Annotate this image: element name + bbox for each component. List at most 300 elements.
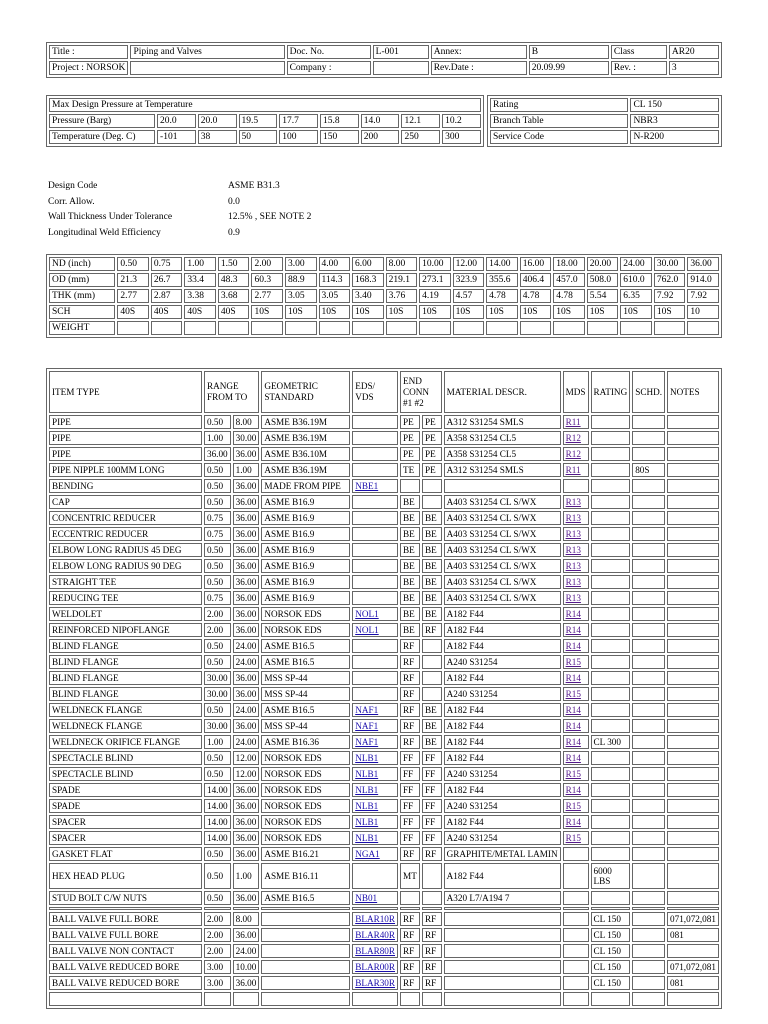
item-cell: 30.00 — [233, 431, 260, 445]
dimension-cell: 3.76 — [386, 289, 418, 303]
item-cell — [667, 735, 719, 749]
header-cell — [130, 61, 284, 75]
item-cell: A312 S31254 SMLS — [444, 415, 561, 429]
item-cell: 36.00 — [233, 543, 260, 557]
item-cell: SPACER — [49, 831, 202, 845]
item-row — [49, 767, 719, 781]
header-cell: Title : — [49, 45, 128, 59]
divider-cell — [49, 907, 202, 910]
item-cell: RF — [400, 671, 420, 685]
dimension-cell — [687, 321, 719, 335]
mds-link[interactable]: R14 — [565, 784, 581, 795]
item-cell — [352, 479, 398, 493]
item-cell — [632, 928, 665, 942]
item-cell — [563, 671, 589, 685]
mds-link[interactable]: R14 — [565, 736, 581, 747]
eds-vds-link[interactable]: NLB1 — [355, 752, 379, 763]
dimension-cell — [486, 321, 518, 335]
eds-vds-link[interactable]: NLB1 — [355, 816, 379, 827]
item-cell — [563, 655, 589, 669]
dimension-cell: 10 — [687, 305, 719, 319]
item-cell: 12.00 — [233, 751, 260, 765]
item-cell — [563, 543, 589, 557]
item-cell — [632, 415, 665, 429]
dimension-cell: 33.4 — [184, 273, 216, 287]
dimension-cell: 10S — [419, 305, 451, 319]
dimension-cell: 10S — [553, 305, 585, 319]
item-cell — [261, 960, 350, 974]
item-cell — [632, 703, 665, 717]
item-cell — [667, 543, 719, 557]
dimension-cell: 4.78 — [520, 289, 552, 303]
item-cell: SPECTACLE BLIND — [49, 751, 202, 765]
item-cell: 0.50 — [204, 703, 231, 717]
item-cell — [352, 751, 398, 765]
item-cell: PIPE — [49, 431, 202, 445]
item-cell — [667, 799, 719, 813]
item-cell: 8.00 — [233, 912, 260, 926]
item-cell — [400, 891, 420, 905]
mds-link[interactable]: R13 — [565, 544, 581, 555]
item-cell — [204, 992, 231, 1006]
item-cell — [667, 992, 719, 1006]
dimension-cell: 36.00 — [687, 257, 719, 271]
mds-link[interactable]: R15 — [565, 768, 581, 779]
item-cell — [563, 719, 589, 733]
item-cell: 0.50 — [204, 891, 231, 905]
mds-link[interactable]: R14 — [565, 752, 581, 763]
item-row — [49, 543, 719, 557]
eds-vds-link[interactable]: NLB1 — [355, 800, 379, 811]
dimension-cell — [419, 321, 451, 335]
item-cell — [444, 928, 561, 942]
item-row — [49, 799, 719, 813]
item-row — [49, 735, 719, 749]
item-row — [49, 415, 719, 429]
eds-vds-link[interactable]: NGA1 — [355, 848, 380, 859]
dimension-cell: 10S — [319, 305, 351, 319]
item-cell — [591, 655, 631, 669]
item-cell: CL 150 — [591, 944, 631, 958]
item-cell: 30.00 — [204, 687, 231, 701]
eds-vds-link[interactable]: BLAR10R — [355, 913, 396, 924]
item-cell — [667, 559, 719, 573]
header-schd: SCHD. — [632, 371, 665, 413]
mds-link[interactable]: R13 — [565, 592, 581, 603]
item-cell: RF — [400, 847, 420, 861]
item-cell — [352, 992, 398, 1006]
dimension-cell — [520, 321, 552, 335]
item-cell: WELDNECK FLANGE — [49, 703, 202, 717]
item-cell: 30.00 — [204, 671, 231, 685]
item-cell: NORSOK EDS — [261, 815, 350, 829]
item-cell: BE — [422, 575, 442, 589]
item-cell: FF — [400, 751, 420, 765]
item-cell — [632, 847, 665, 861]
item-cell: BE — [422, 607, 442, 621]
item-cell — [261, 944, 350, 958]
eds-vds-link[interactable]: BLAR80R — [355, 945, 396, 956]
item-cell: 0.50 — [204, 575, 231, 589]
dimension-label: SCH — [49, 305, 115, 319]
item-cell: RF — [400, 719, 420, 733]
mds-link[interactable]: R14 — [565, 640, 581, 651]
item-cell — [444, 944, 561, 958]
item-cell: RF — [422, 944, 442, 958]
item-cell — [667, 719, 719, 733]
item-cell: MSS SP-44 — [261, 687, 350, 701]
item-cell: 36.00 — [233, 527, 260, 541]
header-cell: Project : NORSOK — [49, 61, 128, 75]
item-cell — [444, 992, 561, 1006]
item-cell — [444, 479, 561, 493]
item-cell: NORSOK EDS — [261, 783, 350, 797]
mds-link[interactable]: R13 — [565, 512, 581, 523]
item-cell: 14.00 — [204, 815, 231, 829]
dimension-cell: 14.00 — [486, 257, 518, 271]
item-cell — [352, 575, 398, 589]
item-cell: A240 S31254 — [444, 767, 561, 781]
item-cell — [591, 831, 631, 845]
eds-vds-link[interactable]: NAF1 — [355, 720, 379, 731]
eds-vds-link[interactable]: NAF1 — [355, 704, 379, 715]
item-cell — [632, 559, 665, 573]
item-cell: BLIND FLANGE — [49, 687, 202, 701]
item-cell: A182 F44 — [444, 639, 561, 653]
dimension-cell: 4.19 — [419, 289, 451, 303]
rating-label: Rating — [490, 98, 628, 112]
param-row — [48, 226, 311, 242]
item-cell: A403 S31254 CL S/WX — [444, 559, 561, 573]
item-cell — [591, 607, 631, 621]
dimension-cell — [117, 321, 149, 335]
item-cell: BE — [400, 559, 420, 573]
item-cell: 081 — [667, 976, 719, 990]
header-rating: RATING — [591, 371, 631, 413]
param-row — [48, 210, 311, 226]
header-range: RANGE FROM TO — [204, 371, 259, 413]
pressure-value: 20.0 — [157, 114, 196, 128]
dimension-cell — [319, 321, 351, 335]
item-cell — [352, 703, 398, 717]
item-cell: 0.50 — [204, 559, 231, 573]
item-cell — [632, 527, 665, 541]
item-cell: BALL VALVE REDUCED BORE — [49, 976, 202, 990]
eds-vds-link[interactable]: NOL1 — [355, 608, 379, 619]
dimension-cell: 5.54 — [587, 289, 619, 303]
item-cell — [400, 992, 420, 1006]
item-cell: PIPE NIPPLE 100MM LONG — [49, 463, 202, 477]
item-cell — [591, 623, 631, 637]
item-cell — [563, 559, 589, 573]
item-cell: ASME B16.5 — [261, 891, 350, 905]
item-cell — [632, 831, 665, 845]
item-cell: RF — [400, 944, 420, 958]
dimension-cell: 762.0 — [654, 273, 686, 287]
item-cell: BLIND FLANGE — [49, 671, 202, 685]
item-cell: 1.00 — [233, 863, 260, 889]
item-cell: NORSOK EDS — [261, 799, 350, 813]
pressure-row — [49, 114, 481, 128]
mds-link[interactable]: R12 — [565, 432, 581, 443]
mds-link[interactable]: R15 — [565, 832, 581, 843]
pressure-table-title: Max Design Pressure at Temperature — [49, 98, 481, 112]
item-cell: WELDOLET — [49, 607, 202, 621]
dimension-cell: 219.1 — [386, 273, 418, 287]
item-cell — [233, 992, 260, 1006]
mds-link[interactable]: R14 — [565, 672, 581, 683]
dimension-cell: 48.3 — [218, 273, 250, 287]
item-row — [49, 655, 719, 669]
item-cell: 36.00 — [233, 799, 260, 813]
eds-vds-link[interactable]: NB01 — [355, 892, 378, 903]
item-cell: 36.00 — [233, 479, 260, 493]
dimension-label: ND (inch) — [49, 257, 115, 271]
item-cell — [632, 735, 665, 749]
item-cell — [667, 527, 719, 541]
item-cell — [632, 687, 665, 701]
item-cell — [591, 495, 631, 509]
item-cell: 1.00 — [204, 431, 231, 445]
dimension-cell: 3.68 — [218, 289, 250, 303]
header-cell: L-001 — [373, 45, 429, 59]
divider-cell — [261, 907, 350, 910]
item-cell: STRAIGHT TEE — [49, 575, 202, 589]
item-cell — [632, 912, 665, 926]
item-cell: RF — [422, 960, 442, 974]
item-cell: 14.00 — [204, 799, 231, 813]
item-cell — [591, 447, 631, 461]
mds-link[interactable]: R14 — [565, 608, 581, 619]
dimension-cell: 914.0 — [687, 273, 719, 287]
item-cell: MSS SP-44 — [261, 671, 350, 685]
item-cell: BLIND FLANGE — [49, 655, 202, 669]
item-cell: FF — [422, 799, 442, 813]
item-cell — [563, 912, 589, 926]
item-cell: 36.00 — [233, 671, 260, 685]
mds-link[interactable]: R14 — [565, 704, 581, 715]
item-cell: 36.00 — [233, 847, 260, 861]
dimension-cell: 168.3 — [352, 273, 384, 287]
item-cell — [444, 912, 561, 926]
mds-link[interactable]: R13 — [565, 576, 581, 587]
param-row — [48, 195, 311, 211]
document-header-table — [46, 42, 722, 78]
item-cell: RF — [400, 735, 420, 749]
item-cell: BE — [400, 623, 420, 637]
item-cell — [563, 735, 589, 749]
item-cell: CL 150 — [591, 912, 631, 926]
mds-link[interactable]: R11 — [565, 464, 581, 475]
item-cell: 0.50 — [204, 639, 231, 653]
item-cell: BE — [400, 607, 420, 621]
mds-link[interactable]: R14 — [565, 816, 581, 827]
dimension-cell — [587, 321, 619, 335]
item-cell — [632, 799, 665, 813]
item-cell — [632, 447, 665, 461]
dimension-cell: 508.0 — [587, 273, 619, 287]
item-cell — [352, 671, 398, 685]
dimension-cell — [285, 321, 317, 335]
piping-items-table — [46, 368, 722, 1009]
item-cell — [352, 607, 398, 621]
item-row — [49, 687, 719, 701]
item-cell: 2.00 — [204, 944, 231, 958]
item-cell — [632, 495, 665, 509]
mds-link[interactable]: R12 — [565, 448, 581, 459]
eds-vds-link[interactable]: BLAR30R — [355, 977, 396, 988]
item-cell: ASME B16.9 — [261, 591, 350, 605]
mds-link[interactable]: R13 — [565, 528, 581, 539]
item-cell: 36.00 — [233, 928, 260, 942]
item-cell — [563, 751, 589, 765]
mds-link[interactable]: R13 — [565, 496, 581, 507]
mds-link[interactable]: R13 — [565, 560, 581, 571]
item-cell: 36.00 — [233, 623, 260, 637]
item-cell — [667, 511, 719, 525]
item-cell: A312 S31254 SMLS — [444, 463, 561, 477]
mds-link[interactable]: R11 — [565, 416, 581, 427]
item-cell — [352, 944, 398, 958]
param-label: Corr. Allow. — [48, 196, 95, 207]
item-cell: BE — [422, 735, 442, 749]
item-cell — [352, 912, 398, 926]
item-cell: PE — [422, 431, 442, 445]
item-cell — [352, 623, 398, 637]
eds-vds-link[interactable]: NLB1 — [355, 784, 379, 795]
mds-link[interactable]: R14 — [565, 720, 581, 731]
item-cell — [667, 655, 719, 669]
item-cell: 0.75 — [204, 591, 231, 605]
item-cell: BE — [422, 527, 442, 541]
header-cell: Company : — [287, 61, 371, 75]
item-cell: GRAPHITE/METAL LAMIN — [444, 847, 561, 861]
pressure-value: 15.8 — [320, 114, 359, 128]
dimension-cell: 10S — [587, 305, 619, 319]
item-cell — [352, 831, 398, 845]
item-cell: 0.50 — [204, 415, 231, 429]
temperature-value: 150 — [320, 130, 359, 144]
dimension-cell — [352, 321, 384, 335]
item-cell: 36.00 — [233, 687, 260, 701]
item-cell: 36.00 — [233, 719, 260, 733]
item-cell: A240 S31254 — [444, 831, 561, 845]
header-cell: AR20 — [669, 45, 719, 59]
eds-vds-link[interactable]: NAF1 — [355, 736, 379, 747]
item-cell — [667, 607, 719, 621]
item-cell: BE — [422, 511, 442, 525]
item-cell — [352, 543, 398, 557]
item-row — [49, 463, 719, 477]
eds-vds-link[interactable]: NBE1 — [355, 480, 379, 491]
item-cell: A182 F44 — [444, 719, 561, 733]
item-cell: RF — [400, 687, 420, 701]
item-cell — [667, 751, 719, 765]
item-cell: 0.50 — [204, 767, 231, 781]
mds-link[interactable]: R15 — [565, 656, 581, 667]
dimension-row — [49, 305, 719, 319]
mds-link[interactable]: R14 — [565, 624, 581, 635]
eds-vds-link[interactable]: NLB1 — [355, 768, 379, 779]
divider-cell — [400, 907, 420, 910]
dimension-cell: 406.4 — [520, 273, 552, 287]
dimension-cell: 4.57 — [453, 289, 485, 303]
item-cell: 0.50 — [204, 495, 231, 509]
item-cell — [632, 976, 665, 990]
item-cell — [563, 891, 589, 905]
item-cell: PIPE — [49, 447, 202, 461]
item-cell: 0.50 — [204, 543, 231, 557]
item-cell: A182 F44 — [444, 607, 561, 621]
item-cell: 36.00 — [233, 831, 260, 845]
item-cell — [632, 960, 665, 974]
temperature-row — [49, 130, 481, 144]
item-cell — [632, 479, 665, 493]
item-cell — [400, 479, 420, 493]
mds-link[interactable]: R15 — [565, 800, 581, 811]
eds-vds-link[interactable]: BLAR00R — [355, 961, 396, 972]
item-cell — [632, 623, 665, 637]
item-cell: NORSOK EDS — [261, 767, 350, 781]
header-cell: B — [529, 45, 609, 59]
eds-vds-link[interactable]: NOL1 — [355, 624, 379, 635]
item-cell — [563, 511, 589, 525]
item-cell: ASME B36.19M — [261, 431, 350, 445]
item-cell: FF — [400, 815, 420, 829]
item-cell: 24.00 — [233, 655, 260, 669]
item-cell: 081 — [667, 928, 719, 942]
mds-link[interactable]: R15 — [565, 688, 581, 699]
dimension-row — [49, 273, 719, 287]
item-cell — [563, 623, 589, 637]
item-cell: A182 F44 — [444, 783, 561, 797]
item-cell — [352, 511, 398, 525]
item-cell: 3.00 — [204, 960, 231, 974]
item-cell: A182 F44 — [444, 623, 561, 637]
item-cell: RF — [400, 639, 420, 653]
header-notes: NOTES — [667, 371, 719, 413]
item-cell: RF — [400, 960, 420, 974]
header-material: MATERIAL DESCR. — [444, 371, 561, 413]
item-cell — [632, 944, 665, 958]
eds-vds-link[interactable]: NLB1 — [355, 832, 379, 843]
item-cell — [352, 847, 398, 861]
items-header-row — [49, 371, 719, 413]
dimension-cell: 18.00 — [553, 257, 585, 271]
dimension-cell: 60.3 — [251, 273, 283, 287]
item-cell: MADE FROM PIPE — [261, 479, 350, 493]
item-cell: ASME B16.11 — [261, 863, 350, 889]
param-value: 0.0 — [228, 196, 240, 207]
item-row — [49, 639, 719, 653]
dimension-label: THK (mm) — [49, 289, 115, 303]
dimension-row — [49, 257, 719, 271]
temperature-label: Temperature (Deg. C) — [49, 130, 155, 144]
rating-row — [490, 114, 719, 128]
item-cell: REINFORCED NIPOFLANGE — [49, 623, 202, 637]
rating-row — [490, 98, 719, 112]
item-cell: FF — [400, 799, 420, 813]
item-cell: BE — [400, 591, 420, 605]
header-cell: 3 — [669, 61, 719, 75]
item-cell: RF — [422, 928, 442, 942]
item-row — [49, 703, 719, 717]
item-cell — [591, 639, 631, 653]
eds-vds-link[interactable]: BLAR40R — [355, 929, 396, 940]
dimension-cell — [251, 321, 283, 335]
rating-row — [490, 130, 719, 144]
item-cell — [422, 863, 442, 889]
